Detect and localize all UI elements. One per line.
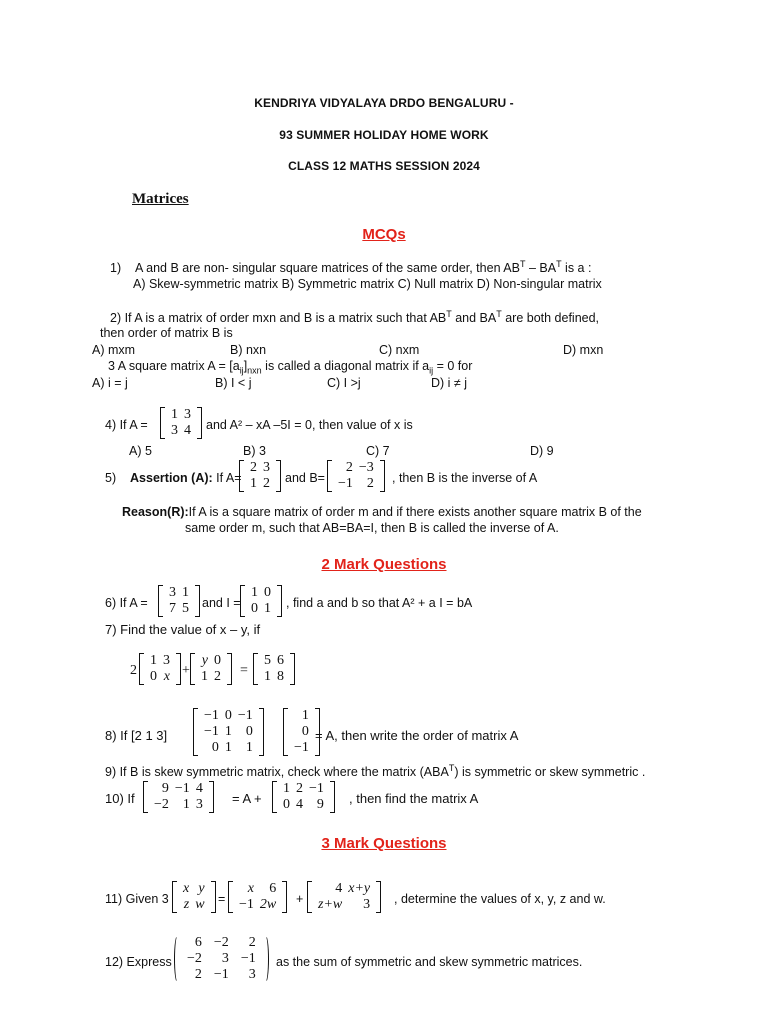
matrix-entry: 1	[264, 601, 271, 616]
matrix-entry: 4	[296, 797, 303, 812]
matrix-entry: 2	[345, 460, 353, 475]
matrix-entry: z+w	[318, 897, 343, 912]
q5-matrix-a	[239, 460, 281, 492]
q2-option-a: A) mxm	[92, 343, 136, 357]
matrix-entry: −1	[174, 781, 190, 796]
q2-option-d: D) mxn	[563, 343, 604, 357]
matrix-entry: 1	[182, 585, 189, 600]
matrix-entry: 0	[224, 708, 232, 723]
matrix-entry: 3	[184, 407, 191, 422]
matrix-entry: y	[201, 653, 208, 668]
q7-plus: +	[182, 663, 190, 678]
q10-matrix-1	[143, 781, 214, 813]
matrix-entry: −2	[154, 797, 169, 812]
q5-text-c: , then B is the inverse of A	[392, 471, 538, 485]
matrix-entry: x	[247, 881, 254, 896]
matrix-entry: 6	[194, 935, 202, 950]
matrix-entry: 1	[224, 740, 232, 755]
matrix-entry: 0	[150, 669, 157, 684]
school-name: KENDRIYA VIDYALAYA DRDO BENGALURU -	[254, 96, 514, 110]
matrix-entry: 1	[264, 669, 271, 684]
matrix-entry: 0	[283, 797, 290, 812]
q2-option-b: B) nxn	[230, 343, 267, 357]
matrix-entry: 1	[201, 669, 208, 684]
matrix-entry: 1	[182, 797, 190, 812]
matrix-entry: −2	[213, 935, 229, 950]
matrix-entry: 0	[301, 724, 309, 739]
matrix-entry: 1	[171, 407, 178, 422]
q11-plus: +	[296, 892, 304, 906]
q11-matrix-2	[228, 881, 287, 913]
question-6-prefix: 6) If A =	[105, 596, 148, 610]
matrix-entry: 3	[363, 897, 371, 912]
question-4-prefix: 4) If A =	[105, 418, 148, 432]
matrix-entry: 3	[248, 967, 256, 982]
matrix-entry: 4	[195, 781, 203, 796]
question-9: 9) If B is skew symmetric matrix, check where the matrix $(ABA^T)$ is symmetric or skew symmetric .	[105, 762, 646, 779]
question-7: 7) Find the value of x – y, if	[105, 622, 261, 637]
matrix-entry: 9	[316, 797, 324, 812]
matrix-entry: 1	[251, 585, 258, 600]
q6-matrix-a	[158, 585, 200, 617]
matrix-entry: 4	[335, 881, 343, 896]
question-2: 2) If A is a matrix of order mxn and B is a matrix such that $AB^T$ and $BA^T$ are both defined,	[110, 308, 600, 325]
q4-option-c: C) 7	[366, 444, 390, 458]
question-2-line2: then order of matrix B is	[100, 326, 233, 340]
matrix-entry: 1	[250, 476, 257, 491]
matrix-entry: 2	[248, 935, 256, 950]
matrix-entry: x	[163, 669, 170, 684]
matrix-entry: 5	[182, 601, 189, 616]
q6-suffix: , find a and b so that A² + a I = bA	[286, 596, 473, 610]
matrix-entry: −1	[204, 724, 219, 739]
q3-option-c: C) I >j	[327, 376, 361, 390]
question-3: 3 A square matrix $A = [a_{ij}]_{nxn}$ is called a diagonal matrix if $a_{ij} = 0$ for	[108, 359, 473, 376]
matrix-entry: −1	[213, 967, 229, 982]
matrix-entry: 0	[245, 724, 253, 739]
matrix-entry: −1	[240, 951, 256, 966]
matrix-entry: −1	[204, 708, 219, 723]
question-1-options: A) Skew-symmetric matrix B) Symmetric matrix C) Null matrix D) Non-singular matrix	[133, 277, 602, 291]
matrix-entry: −2	[187, 951, 202, 966]
q6-matrix-i	[240, 585, 282, 617]
matrix-entry: 2	[296, 781, 303, 796]
q11-equals: =	[218, 892, 226, 906]
section-3-mark: 3 Mark Questions	[321, 835, 447, 852]
q7-matrix-1	[139, 653, 181, 685]
matrix-entry: 3	[195, 797, 203, 812]
matrix-entry: −1	[309, 781, 324, 796]
section-matrices: Matrices	[132, 191, 189, 207]
matrix-entry: 8	[277, 669, 284, 684]
q3-option-b: B) I < j	[215, 376, 252, 390]
class-session: CLASS 12 MATHS SESSION 2024	[288, 159, 480, 173]
q11-matrix-3	[307, 881, 381, 913]
q6-mid: and I =	[202, 596, 241, 610]
matrix-entry: 0	[264, 585, 271, 600]
q12-suffix: as the sum of symmetric and skew symmetric matrices.	[276, 955, 583, 969]
q12-matrix	[174, 935, 269, 983]
q4-matrix-a	[160, 407, 202, 439]
q7-matrix-3	[253, 653, 295, 685]
matrix-entry: w	[195, 897, 205, 912]
matrix-entry: 2	[250, 460, 257, 475]
q5-reason: Reason(R):If A is a square matrix of order m and if there exists another square matrix B of the	[122, 505, 642, 519]
matrix-entry: 1	[283, 781, 290, 796]
matrix-entry: −1	[338, 476, 353, 491]
matrix-entry: 6	[277, 653, 284, 668]
q3-option-d: D) i ≠ j	[431, 376, 468, 390]
matrix-entry: 2w	[259, 897, 277, 912]
matrix-entry: 3	[169, 585, 176, 600]
matrix-entry: 7	[169, 601, 176, 616]
q5-text-b: and B=	[285, 471, 325, 485]
matrix-entry: x+y	[348, 881, 371, 896]
matrix-entry: 0	[211, 740, 219, 755]
matrix-entry: 5	[264, 653, 271, 668]
matrix-entry: x	[183, 881, 190, 896]
question-1: 1) A and B are non- singular square matrices of the same order, then $AB^T - BA^T$ is a :	[110, 258, 592, 275]
matrix-entry: z	[183, 897, 190, 912]
question-5: 5) Assertion (A): If A=	[105, 471, 242, 485]
q4-option-d: D) 9	[530, 444, 554, 458]
matrix-entry: 1	[150, 653, 157, 668]
matrix-entry: 6	[269, 881, 277, 896]
matrix-entry: 2	[194, 967, 202, 982]
matrix-entry: −3	[358, 460, 374, 475]
q10-mid: = A +	[232, 791, 262, 806]
q11-suffix: , determine the values of x, y, z and w.	[394, 892, 606, 906]
q7-matrix-2	[190, 653, 232, 685]
matrix-entry: 3	[263, 460, 270, 475]
q5-matrix-b	[327, 460, 385, 492]
matrix-entry: 1	[224, 724, 232, 739]
matrix-entry: 3	[221, 951, 229, 966]
q4-option-b: B) 3	[243, 444, 266, 458]
section-mcqs: MCQs	[362, 226, 406, 243]
matrix-entry: −1	[239, 897, 254, 912]
q2-option-c: C) nxm	[379, 343, 420, 357]
matrix-entry: 2	[214, 669, 221, 684]
matrix-entry: 0	[251, 601, 258, 616]
matrix-entry: 3	[163, 653, 170, 668]
matrix-entry: −1	[294, 740, 309, 755]
question-8-prefix: 8) If [2 1 3]	[105, 728, 168, 743]
q8-suffix: = A, then write the order of matrix A	[315, 728, 519, 743]
homework-title: 93 SUMMER HOLIDAY HOME WORK	[279, 128, 489, 142]
matrix-entry: 2	[366, 476, 374, 491]
matrix-entry: 3	[171, 423, 178, 438]
question-12-prefix: 12) Express	[105, 955, 172, 969]
question-11-prefix: 11) Given 3	[105, 892, 169, 906]
q5-reason-line2: same order m, such that AB=BA=I, then B is called the inverse of A.	[185, 521, 559, 535]
question-10-prefix: 10) If	[105, 791, 135, 806]
matrix-entry: 1	[301, 708, 309, 723]
q3-option-a: A) i = j	[92, 376, 128, 390]
q10-matrix-2	[272, 781, 335, 813]
matrix-entry: 0	[214, 653, 221, 668]
section-2-mark: 2 Mark Questions	[321, 556, 447, 573]
q10-suffix: , then find the matrix A	[349, 791, 479, 806]
matrix-entry: y	[198, 881, 205, 896]
matrix-entry: −1	[237, 708, 253, 723]
matrix-entry: 1	[245, 740, 253, 755]
matrix-entry: 2	[263, 476, 270, 491]
question-4-text: and A² – xA –5I = 0, then value of x is	[206, 418, 413, 432]
q7-equals: =	[240, 663, 248, 678]
matrix-entry: 9	[161, 781, 169, 796]
q4-option-a: A) 5	[129, 444, 152, 458]
q7-coef: 2	[130, 663, 137, 678]
q11-matrix-1	[172, 881, 216, 913]
matrix-entry: 4	[184, 423, 191, 438]
q8-matrix-1	[193, 708, 264, 756]
